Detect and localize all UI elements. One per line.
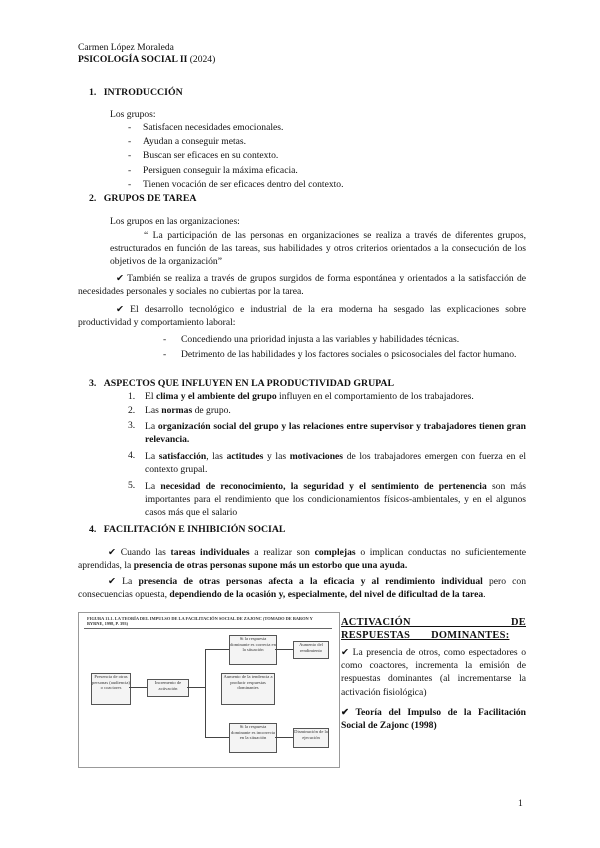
course-title: PSICOLOGÍA SOCIAL II (2024) bbox=[78, 54, 216, 65]
figure-caption: FIGURA 11.1. LA TEORÍA DEL IMPULSO DE LA FACILITACIÓN SOCIAL DE ZAJONC (TOMADO DE BARON Y BYRNE, 1998, P. 393) bbox=[87, 616, 313, 626]
list-item-text: La necesidad de reconocimiento, la seguridad y el sentimiento de pertenencia son más importantes para el rendimiento que los condicionamientos físicos-ambientales, y en el algunos casos más que el salario bbox=[145, 481, 527, 519]
list-item: - bbox=[163, 349, 167, 360]
activation-text: ✔ La presencia de otros, como espectadores o como coactores, incrementa la emisión de respuestas dominantes (al incrementarse la activación fisiológica) bbox=[341, 647, 526, 698]
box-worse: Disminución de la ejecución bbox=[293, 728, 329, 748]
section-2-heading: 2. GRUPOS DE TAREA bbox=[89, 193, 197, 204]
quote: “ La participación de las personas en organizaciones se realiza a través de diferentes grupos, estructurados en función de las tareas, sus habilidades y otros criterios orientados a la consecución de los objetivos de la organización” bbox=[110, 230, 526, 268]
section-1-heading: 1. INTRODUCCIÓN bbox=[89, 87, 183, 98]
arrow bbox=[129, 687, 147, 688]
list-item: 2. bbox=[128, 405, 136, 416]
section-4-heading: 4. FACILITACIÓN E INHIBICIÓN SOCIAL bbox=[89, 524, 286, 535]
activation-theory: ✔ Teoría del Impulso de la Facilitación Social de Zajonc (1998) bbox=[341, 707, 526, 732]
list-item-text: Detrimento de las habilidades y los factores sociales o psicosociales del factor humano. bbox=[181, 349, 517, 360]
box-dominant-correct: Si la respuesta dominante es correcta en la situación bbox=[229, 635, 277, 665]
section-3-heading: 3. ASPECTOS QUE INFLUYEN EN LA PRODUCTIVIDAD GRUPAL bbox=[89, 378, 395, 389]
connector bbox=[205, 649, 206, 737]
divider bbox=[84, 628, 332, 629]
list-item: 5. bbox=[128, 480, 136, 491]
list-item: 1. bbox=[128, 391, 136, 402]
check-paragraph: ✔ Cuando las tareas individuales a realizar son complejas o implican conductas no suficientemente aprendidas, la presencia de otras personas supone más un estorbo que una ayuda. bbox=[78, 547, 527, 572]
arrow bbox=[275, 649, 293, 650]
arrow bbox=[205, 649, 229, 650]
box-dominant-wrong: Si la respuesta dominante es incorrecta en la situación bbox=[229, 723, 277, 753]
check-paragraph: ✔ La presencia de otras personas afecta a la eficacia y al rendimiento individual pero con consecuencias opuesta, dependiendo de la ocasión y, especialmente, del nivel de dificultad de la tarea. bbox=[78, 576, 526, 601]
section-1-intro: Los grupos: bbox=[110, 109, 156, 120]
page-number: 1 bbox=[518, 798, 523, 809]
list-item: 3. bbox=[128, 420, 136, 431]
list-item-text: Las normas de grupo. bbox=[145, 405, 231, 416]
check-paragraph: ✔ El desarrollo tecnológico e industrial de la era moderna ha sesgado las explicaciones sobre productividad y comportamiento laboral: bbox=[78, 304, 526, 329]
box-presence: Presencia de otras personas (audiencia) o coactores bbox=[91, 673, 131, 705]
section-2-intro: Los grupos en las organizaciones: bbox=[110, 216, 240, 227]
list-item-text: La organización social del grupo y las relaciones entre supervisor y trabajadores tienen gran relevancia. bbox=[145, 421, 526, 446]
list-item: 4. bbox=[128, 450, 136, 461]
check-paragraph: ✔ También se realiza a través de grupos surgidos de forma espontánea y orientados a la satisfacción de necesidades personales y sociales no cubiertas por la tarea. bbox=[78, 273, 526, 298]
arrow bbox=[275, 737, 293, 738]
box-arousal: Incremento de activación bbox=[147, 679, 189, 697]
list-item-text: La satisfacción, las actitudes y las motivaciones de los trabajadores emergen con fuerza en el contexto grupal. bbox=[145, 451, 526, 476]
arrow bbox=[187, 687, 205, 688]
author-name: Carmen López Moraleda bbox=[78, 42, 174, 53]
box-dominant-tendency: Aumento de la tendencia a producir respuestas dominantes bbox=[221, 673, 275, 705]
box-improve: Aumento del rendimiento bbox=[293, 641, 329, 659]
arrow bbox=[205, 737, 229, 738]
zajonc-figure bbox=[78, 612, 340, 768]
list-item-text: El clima y el ambiente del grupo influyen en el comportamiento de los trabajadores. bbox=[145, 391, 474, 402]
activation-title: ACTIVACIÓN DE RESPUESTAS DOMINANTES: bbox=[341, 617, 526, 641]
